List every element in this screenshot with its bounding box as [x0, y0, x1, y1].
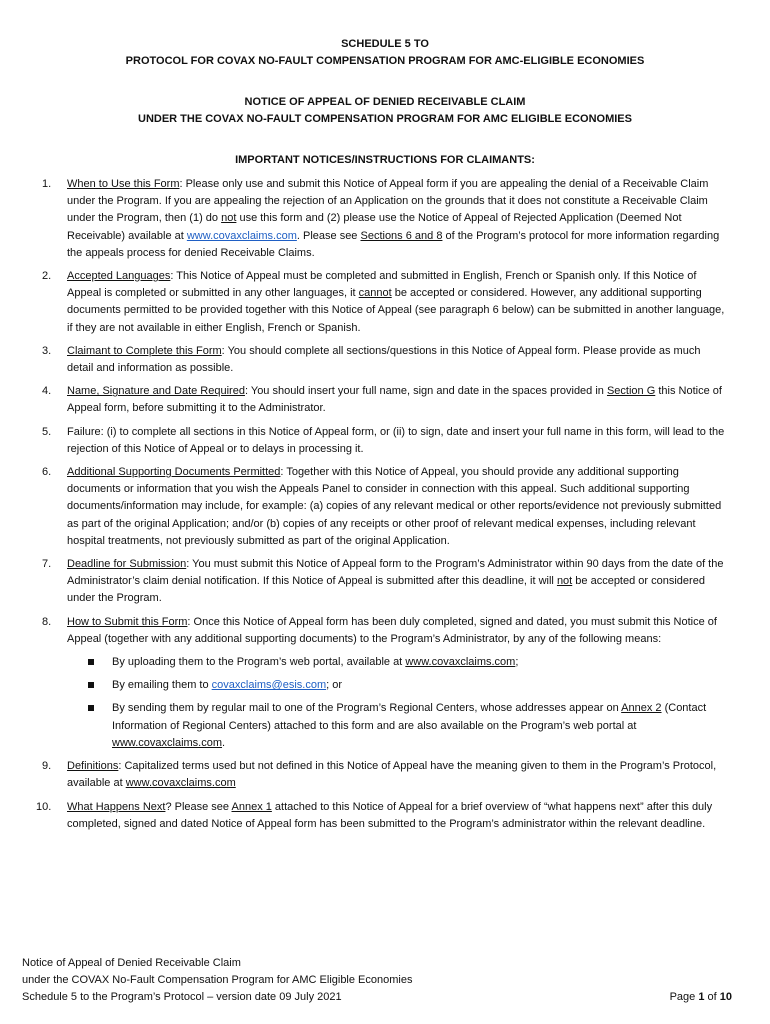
item-reference: Sections 6 and 8 [360, 229, 443, 242]
item-number: 6. [42, 466, 52, 479]
schedule-title: SCHEDULE 5 TO [341, 38, 429, 50]
item-heading: Definitions [67, 760, 119, 773]
item-emphasis: not [221, 212, 237, 225]
notice-header [0, 94, 770, 128]
footer-line: under the COVAX No-Fault Compensation Program for AMC Eligible Economies [22, 974, 413, 986]
instruction-item [28, 464, 728, 550]
item-text: Failure: (i) to complete all sections in this Notice of Appeal form, or (ii) to sign, date and insert your full name in this form, will lead to the rejection of this Notice of Appeal or to delays in processing it. [67, 425, 725, 455]
bullet-text: ; [515, 656, 519, 669]
instructions-list [28, 176, 728, 839]
page-total: 10 [719, 991, 732, 1003]
bullet-text: By sending them by regular mail to one of the Program’s Regional Centers, whose addresses appear on [112, 702, 622, 715]
email-link[interactable]: covaxclaims@esis.com [211, 679, 327, 692]
bullet-text: By uploading them to the Program’s web portal, available at [112, 656, 406, 669]
instruction-item [28, 556, 728, 608]
annex-reference: Annex 2 [621, 702, 662, 715]
page-footer [22, 955, 732, 1006]
footer-line: Notice of Appeal of Denied Receivable Claim [22, 957, 241, 969]
page-of: of [704, 991, 720, 1003]
page-current: 1 [698, 991, 705, 1003]
item-heading: What Happens Next [67, 800, 166, 813]
bullet-text: ; or [326, 679, 343, 692]
item-number: 1. [42, 178, 52, 190]
item-number: 3. [42, 344, 52, 357]
item-number: 8. [42, 615, 52, 628]
bullet-item [67, 677, 728, 694]
portal-link[interactable]: www.covaxclaims.com [405, 656, 516, 669]
instruction-item [28, 614, 728, 752]
instruction-item [28, 424, 728, 458]
item-number: 10. [36, 800, 52, 813]
bullet-item [67, 654, 728, 671]
protocol-title: PROTOCOL FOR COVAX NO-FAULT COMPENSATION PROGRAM FOR AMC-ELIGIBLE ECONOMIES [125, 55, 645, 67]
item-number: 5. [42, 425, 52, 438]
portal-link[interactable]: www.covaxclaims.com [112, 736, 223, 749]
item-text: : Together with this Notice of Appeal, you should provide any additional supporting documents or information that you wish the Appeals Panel to consider in connection with this appeal. Such additional supporting documents/information may include, for example: (a) copies of any relevant medical or other reports/evidence not previously submitted as part of the original Application; and/or (b) copies of any receipts or other proof of relevant medical expenses, including relevant hospital treatments, not previously submitted as part of the original Application. [67, 466, 722, 547]
item-text: : Once this Notice of Appeal form has been duly completed, signed and dated, you must submit this Notice of Appeal (together with any additional supporting documents) to the Program’s Administrator, by any of the following means: [67, 615, 717, 645]
submission-methods-list [67, 654, 728, 752]
bullet-text: (Contact Information of Regional Centers) attached to this form and are also available on the Program’s web portal at [112, 702, 707, 732]
notice-title: NOTICE OF APPEAL OF DENIED RECEIVABLE CLAIM [244, 96, 526, 108]
footer-line: Schedule 5 to the Program’s Protocol – version date 09 July 2021 [22, 991, 342, 1003]
item-reference: Section G [606, 385, 656, 398]
instructions-heading: IMPORTANT NOTICES/INSTRUCTIONS FOR CLAIMANTS: [235, 154, 535, 166]
item-number: 2. [42, 270, 52, 283]
item-number: 7. [42, 558, 52, 571]
item-text: ? Please see [165, 800, 232, 813]
item-text: : Please only use and submit this Notice of Appeal form if you are appealing the denial of a Receivable Claim under the Program. If you are appealing the rejection of an Application on the grounds that it does not constitute a Receivable Claim under the Program, then (1) do [67, 178, 709, 225]
item-text: of the Program’s protocol for more information regarding the appeals process for denied Receivable Claims. [67, 229, 720, 259]
item-text: : This Notice of Appeal must be completed and submitted in English, French or Spanish only. If this Notice of Appeal is completed or submitted in any other languages, it [67, 270, 697, 300]
item-text: : You should complete all sections/questions in this Notice of Appeal form. Please provide as much detail and information as possible. [67, 344, 701, 375]
item-heading: Additional Supporting Documents Permitted [67, 466, 281, 479]
bullet-square-icon [88, 682, 94, 688]
item-text: be accepted or considered under the Program. [67, 575, 705, 605]
item-text: . Please see [296, 229, 361, 242]
item-heading: Name, Signature and Date Required [67, 385, 245, 398]
page-number [670, 989, 732, 1006]
bullet-item [67, 700, 728, 752]
bullet-square-icon [88, 659, 94, 665]
item-heading: When to Use this Form [67, 178, 180, 190]
item-number: 9. [42, 760, 52, 773]
bullet-text: . [222, 736, 226, 749]
notice-subtitle: UNDER THE COVAX NO-FAULT COMPENSATION PROGRAM FOR AMC ELIGIBLE ECONOMIES [138, 113, 632, 125]
item-text: attached to this Notice of Appeal for a brief overview of “what happens next” after this duly completed, signed and dated Notice of Appeal form has been submitted to the Program’s administrator within the relevant deadline. [67, 800, 713, 830]
item-heading: Deadline for Submission [67, 558, 187, 571]
item-heading: How to Submit this Form [67, 615, 188, 628]
instruction-item [28, 343, 728, 377]
item-text: : Capitalized terms used but not defined in this Notice of Appeal have the meaning given to them in the Program’s Protocol, available at [67, 760, 717, 790]
instruction-item [28, 268, 728, 337]
instruction-item [28, 799, 728, 833]
item-emphasis: cannot [358, 287, 392, 300]
page-label: Page [669, 991, 699, 1003]
instruction-item [28, 383, 728, 417]
annex-reference: Annex 1 [231, 800, 272, 813]
item-text: be accepted or considered. However, any additional supporting documents permitted to be provided together with this Notice of Appeal (see paragraph 6 below) can be submitted in another language, if they are not available in either English, French or Spanish. [67, 287, 725, 334]
item-text: this Notice of Appeal form, before submitting it to the Administrator. [67, 385, 722, 415]
instruction-item [28, 758, 728, 792]
instruction-item [28, 176, 728, 262]
portal-link[interactable]: www.covaxclaims.com [125, 777, 236, 790]
bullet-square-icon [88, 705, 94, 711]
item-heading: Claimant to Complete this Form [67, 344, 222, 357]
schedule-header [0, 36, 770, 70]
item-text: : You must submit this Notice of Appeal form to the Program’s Administrator within 90 days from the date of the Administrator’s claim denial notification. If this Notice of Appeal is submitted after this deadline, it will [67, 558, 724, 588]
item-heading: Accepted Languages [67, 270, 171, 283]
bullet-text: By emailing them to [112, 679, 212, 692]
item-emphasis: not [556, 575, 573, 588]
item-number: 4. [42, 385, 52, 398]
item-text: : You should insert your full name, sign and date in the spaces provided in [244, 385, 607, 398]
covaxclaims-link[interactable]: www.covaxclaims.com [186, 229, 297, 242]
item-text: use this form and (2) please use the Notice of Appeal of Rejected Application (Deemed Not Receivable) available at [67, 212, 682, 242]
